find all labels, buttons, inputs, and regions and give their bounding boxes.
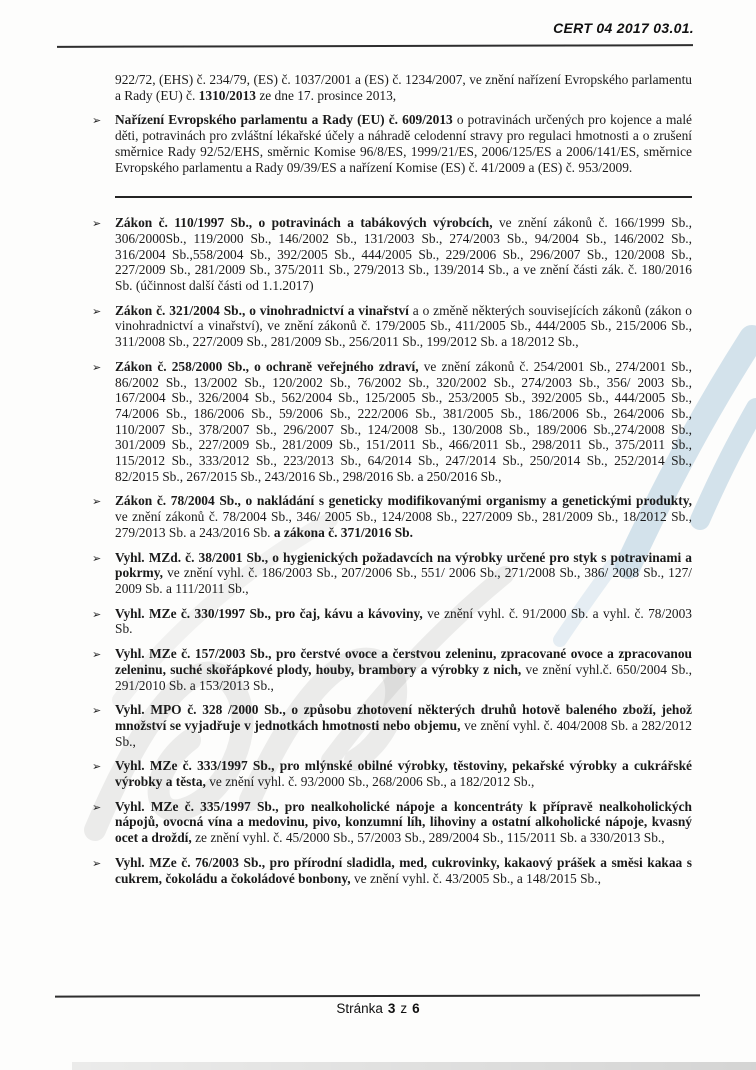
paragraph: 922/72, (EHS) č. 234/79, (ES) č. 1037/2001 a (ES) č. 1234/2007, ve znění nařízení Evropského parlamentu a Rady (EU) č. 1310/2013 ze dne 17. prosince 2013, [115,72,692,103]
bullet-arrow-icon: ➢ [92,800,102,814]
list-item [92,646,693,693]
bullet-arrow-icon: ➢ [92,114,102,128]
bullet-arrow-icon: ➢ [92,607,102,621]
list-item [92,798,692,846]
paragraph: Vyhl. MZd. č. 38/2001 Sb., o hygienických požadavcích na výrobky určené pro styk s potravinami a pokrmy, ve znění vyhl. č. 186/2003 Sb., 207/2006 Sb., 551/ 2006 Sb., 271/2008 Sb., 386/ 2008 Sb., 127/ 2009 Sb. a 111/2011 Sb., [115,549,692,596]
list-item [92,493,692,540]
list-item [92,854,692,886]
page-footer-prefix: Stránka [336,1001,383,1016]
paragraph: Zákon č. 110/1997 Sb., o potravinách a tabákových výrobcích, ve znění zákonů č. 166/1999 Sb., 306/2000Sb., 119/2000 Sb., 146/2002 Sb., 131/2003 Sb., 274/2003 Sb., 94/2004 Sb., 146/2002 Sb., 316/2004 Sb.,558/2004 Sb., 392/2005 Sb., 444/2005 Sb., 229/2006 Sb., 296/2007 Sb., 120/2008 Sb., 227/2009 Sb., 281/2009 Sb., 375/2011 Sb., 279/2013 Sb., 139/2014 Sb., a ve znění části zák. č. 180/2016 Sb. (účinnost další části od 1.1.2017) [115,215,692,294]
section-regulations-eu [92,72,692,175]
paragraph: Vyhl. MZe č. 76/2003 Sb., pro přírodní sladidla, med, cukrovinky, kakaový prášek a směsi kakaa s cukrem, čokoládu a čokoládové bonbony, ve znění vyhl. č. 43/2005 Sb., a 148/2015 Sb., [115,854,692,886]
section-separator [115,196,692,198]
list-item [92,605,692,637]
page-footer [0,1001,756,1016]
paragraph: Vyhl. MZe č. 157/2003 Sb., pro čerstvé ovoce a čerstvou zeleninu, zpracované ovoce a zpracovanou zeleninu, suché skořápkové plody, houby, brambory a výrobky z nich, ve znění vyhl.č. 650/2004 Sb., 291/2010 Sb. a 153/2013 Sb., [115,646,693,693]
list-item [92,758,692,790]
list-item [92,358,692,485]
section-national-legislation [92,215,693,886]
header-rule [57,44,693,48]
bullet-arrow-icon: ➢ [92,217,102,231]
paragraph: Vyhl. MZe č. 333/1997 Sb., pro mlýnské obilné výrobky, těstoviny, pekařské výrobky a cukrářské výrobky a těsta, ve znění vyhl. č. 93/2000 Sb., 268/2006 Sb., a 182/2012 Sb., [115,758,692,790]
paragraph: Zákon č. 78/2004 Sb., o nakládání s geneticky modifikovanými organismy a genetickými produkty, ve znění zákonů č. 78/2004 Sb., 346/ 2005 Sb., 124/2008 Sb., 227/2009 Sb., 281/2009 Sb., 18/2012 Sb., 279/2013 Sb. a 243/2016 Sb. a zákona č. 371/2016 Sb. [115,493,692,540]
list-item [115,72,692,103]
bullet-arrow-icon: ➢ [92,856,102,870]
list-item [92,549,692,597]
list-item [92,215,692,294]
paragraph: Vyhl. MZe č. 335/1997 Sb., pro nealkoholické nápoje a koncentráty k přípravě nealkoholických nápojů, ovocná vína a medovinu, pivo, konzumní líh, lihoviny a ostatní alkoholické nápoje, kvasný ocet a droždí, ze znění vyhl. č. 45/2000 Sb., 57/2003 Sb., 289/2004 Sb., 115/2011 Sb. a 330/2013 Sb., [115,798,692,846]
paragraph: Vyhl. MPO č. 328 /2000 Sb., o způsobu zhotovení některých druhů hotově baleného zboží, jehož množství se vyjadřuje v jednotkách hmotnosti nebo objemu, ve znění vyhl. č. 404/2008 Sb. a 282/2012 Sb., [115,702,692,749]
footer-rule [55,994,700,997]
scan-artifact-bottom-bar [72,1062,756,1070]
paragraph: Zákon č. 321/2004 Sb., o vinohradnictví a vinařství a o změně některých souvisejících zákonů (zákon o vinohradnictví a vinařství), ve znění zákonů č. 179/2005 Sb., 411/2005 Sb., 444/2005 Sb., 215/2006 Sb., 311/2008 Sb., 227/2009 Sb., 281/2009 Sb., 256/2011 Sb., 199/2012 Sb. a 18/2012 Sb., [115,302,692,350]
list-item [92,112,692,175]
header-doc-code: CERT 04 2017 03.01. [553,20,694,36]
bullet-arrow-icon: ➢ [92,704,102,718]
bullet-arrow-icon: ➢ [92,360,102,374]
bullet-arrow-icon: ➢ [92,304,102,318]
bullet-arrow-icon: ➢ [92,648,102,662]
page-number: 3 [387,1001,396,1016]
page-total: 6 [412,1001,420,1016]
list-item [92,302,692,350]
document-content [92,72,693,895]
bullet-arrow-icon: ➢ [92,551,102,565]
page-footer-of-word: z [400,1001,408,1016]
paragraph: Nařízení Evropského parlamentu a Rady (EU) č. 609/2013 o potravinách určených pro kojence a malé děti, potravinách pro zvláštní lékařské účely a náhradě celodenní stravy pro regulaci hmotnosti a o zrušení směrnice Rady 92/52/EHS, směrnic Komise 96/8/ES, 1999/21/ES, 2006/125/ES a 2006/141/ES, směrnice Evropského parlamentu a Rady 09/39/ES a nařízení Komise (ES) č. 41/2009 a (ES) č. 953/2009. [115,112,692,175]
paragraph: Zákon č. 258/2000 Sb., o ochraně veřejného zdraví, ve znění zákonů č. 254/2001 Sb., 274/2001 Sb., 86/2002 Sb., 13/2002 Sb., 120/2002 Sb., 76/2002 Sb., 320/2002 Sb., 274/2003 Sb., 356/ 2003 Sb., 167/2004 Sb., 326/2004 Sb., 562/2004 Sb., 125/2005 Sb., 253/2005 Sb., 392/2005 Sb., 444/2005 Sb., 74/2006 Sb., 186/2006 Sb., 59/2006 Sb., 222/2006 Sb., 381/2005 Sb., 186/2006 Sb., 264/2006 Sb., 110/2007 Sb., 378/2007 Sb., 296/2007 Sb., 124/2008 Sb., 130/2008 Sb., 189/2006 Sb.,274/2008 Sb., 301/2009 Sb., 227/2009 Sb., 281/2009 Sb., 151/2011 Sb., 466/2011 Sb., 298/2011 Sb., 375/2011 Sb., 115/2012 Sb., 333/2012 Sb., 223/2013 Sb., 64/2014 Sb., 247/2014 Sb., 250/2014 Sb., 252/2014 Sb., 82/2015 Sb., 267/2015 Sb., 243/2016 Sb., 298/2016 Sb. a 250/2016 Sb., [115,358,692,484]
bullet-arrow-icon: ➢ [92,495,102,509]
bullet-arrow-icon: ➢ [92,760,102,774]
list-item [92,702,692,749]
paragraph: Vyhl. MZe č. 330/1997 Sb., pro čaj, kávu a kávoviny, ve znění vyhl. č. 91/2000 Sb. a vyhl. č. 78/2003 Sb. [115,605,692,637]
